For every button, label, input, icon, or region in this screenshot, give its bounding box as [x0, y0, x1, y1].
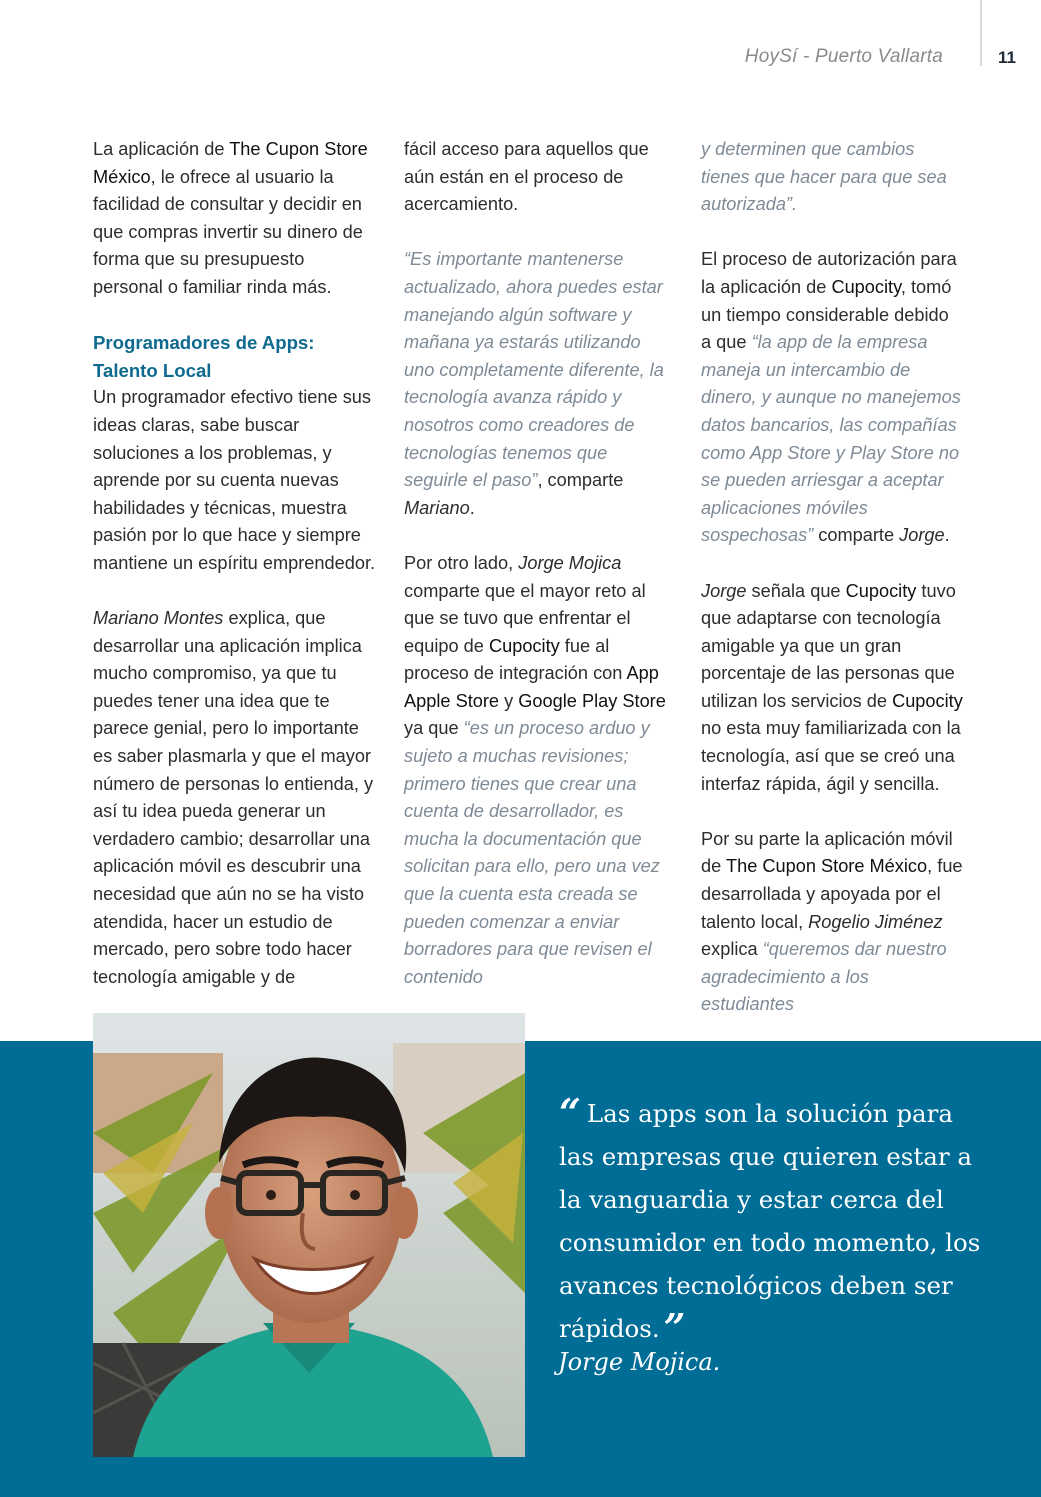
- inline-quote: “la app de la empresa maneja un intercambio de dinero, y aunque no manejemos datos bancarios, las compañías como App Store y Play Store no se pueden arriesgar a aceptar aplicaciones móviles sospechosas”: [701, 332, 961, 546]
- article-column-2: [404, 136, 666, 1019]
- paragraph: “Es importante mantenerse actualizado, ahora puedes estar manejando algún software y mañana ya estarás utilizando uno completamente diferente, la tecnología avanza rápido y nosotros como creadores de tecnologías tenemos que seguirle el paso”, comparte Mariano.: [404, 249, 664, 518]
- page-number: 11: [998, 48, 1016, 67]
- running-header: HoySí - Puerto Vallarta: [744, 46, 943, 67]
- close-quote-icon: ”: [663, 1305, 686, 1350]
- paragraph: Jorge señala que Cupocity tuvo que adaptarse con tecnología amigable ya que un gran porcentaje de las personas que utilizan los servicios de Cupocity no esta muy familiarizada con la tecnología, así que se creó una interfaz rápida, ágil y sencilla.: [701, 580, 963, 794]
- inline-quote: “es un proceso arduo y sujeto a muchas revisiones; primero tienes que crear una cuenta de desarrollador, es mucha la documentación que solicitan para ello, pero una vez que la cuenta esta creada se pueden comenzar a enviar borradores para que revisen el contenido: [404, 718, 660, 987]
- open-quote-icon: “: [559, 1090, 581, 1135]
- portrait-photo: [93, 1013, 525, 1457]
- inline-quote: “Es importante mantenerse actualizado, ahora puedes estar manejando algún software y mañana ya estarás utilizando uno completamente diferente, la tecnología avanza rápido y nosotros como creadores de tecnologías tenemos que seguirle el paso”: [404, 249, 664, 491]
- header-divider: [980, 0, 982, 66]
- article-column-3: [701, 136, 963, 1047]
- brand-name: The Cupon Store México: [93, 139, 368, 187]
- paragraph: fácil acceso para aquellos que aún están en el proceso de acercamiento.: [404, 139, 649, 215]
- paragraph: El proceso de autorización para la aplicación de Cupocity, tomó un tiempo considerable debido a que “la app de la empresa maneja un intercambio de dinero, y aunque no manejemos datos bancarios, las compañías como App Store y Play Store no se pueden arriesgar a aceptar aplicaciones móviles sospechosas” comparte Jorge.: [701, 249, 961, 546]
- paragraph: La aplicación de The Cupon Store México, le ofrece al usuario la facilidad de consultar y decidir en que compras invertir su dinero de forma que su presupuesto personal o familiar rinda más.: [93, 139, 368, 297]
- section-subheading: Programadores de Apps: Talento Local: [93, 332, 315, 381]
- paragraph: Mariano Montes explica, que desarrollar una aplicación implica mucho compromiso, ya que tu puedes tener una idea que te parece genial, pero lo importante es saber plasmarla y que el mayor número de personas lo entienda, y así tu idea pueda generar un verdadero cambio; desarrollar una aplicación móvil es descubrir una necesidad que aún no se ha visto atendida, hacer un estudio de mercado, pero sobre todo hacer tecnología amigable y de: [93, 608, 374, 987]
- pull-quote-text: Las apps son la solución para las empresas que quieren estar a la vanguardia y estar cerca del consumidor en todo momento, los avances tecnológicos deben ser rápidos.: [559, 1099, 981, 1343]
- paragraph: Un programador efectivo tiene sus ideas claras, sabe buscar soluciones a los problemas, y aprende por su cuenta nuevas habilidades y técnicas, muestra pasión por lo que hace y siempre mantiene un espíritu emprendedor.: [93, 387, 376, 573]
- article-column-1: [93, 136, 378, 1019]
- paragraph: y determinen que cambios tienes que hacer para que sea autorizada”.: [701, 139, 947, 215]
- inline-quote: “queremos dar nuestro agradecimiento a los estudiantes: [701, 939, 947, 1015]
- paragraph: Por su parte la aplicación móvil de The Cupon Store México, fue desarrollada y apoyada por el talento local, Rogelio Jiménez explica “queremos dar nuestro agradecimiento a los estudiantes: [701, 828, 963, 1015]
- pull-quote: [559, 1092, 989, 1350]
- quote-author: Jorge Mojica.: [558, 1348, 721, 1376]
- paragraph: Por otro lado, Jorge Mojica comparte que el mayor reto al que se tuvo que enfrentar el equipo de Cupocity fue al proceso de integración con App Apple Store y Google Play Store ya que “es un proceso arduo y sujeto a muchas revisiones; primero tienes que crear una cuenta de desarrollador, es mucha la documentación que solicitan para ello, pero una vez que la cuenta esta creada se pueden comenzar a enviar borradores para que revisen el contenido: [404, 552, 666, 987]
- person-name: Mariano Montes: [93, 608, 224, 629]
